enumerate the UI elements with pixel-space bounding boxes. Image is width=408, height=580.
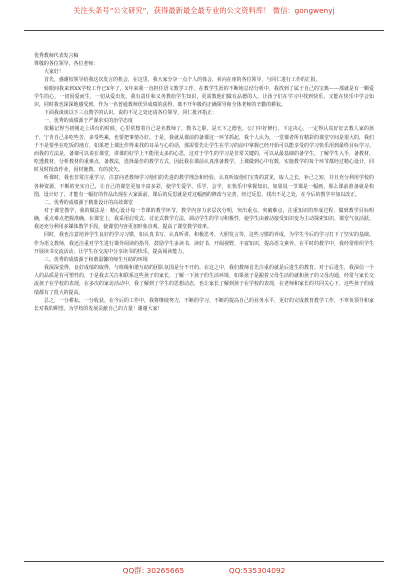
section-heading: 三、优秀的成绩源于和谐温馨的师生互助的环境: [44, 256, 148, 263]
footer-qq-group: QQ群: 30265665: [122, 566, 185, 575]
footer-qq: QQ:535304092: [228, 566, 286, 575]
salutation: 尊敬的各位领导、各位老师：: [34, 61, 99, 68]
body-paragraph: 对于课堂教学，我的做法是：精心设计每一节课的教学环节，教学内容力求层次分明，突出重点、突破难点，注重知识的形成过程，做到教学目标明确，重点难点把握准确，在课堂上，我采用启发式、讨论式教学方法，调动学生的学习积极性，使学生由被动接受知识变为主动探索知识，课堂气氛活跃。我还充分利用多媒体教学手段，使课堂内容更加形象直观，提高了课堂教学效率。: [34, 207, 374, 231]
header-banner-text: 关注头条号“公文研究”，获得最新最全最专业的公文资料库！ 微信：gongwenyj: [73, 6, 335, 15]
body-paragraph: 依稀记得当初刚走上讲台的时候，心里常想着自己是名教师了，教书之职，是天下之德也，公门中好修行，下定决心，一定得认真好好去教人家的孩子，宁肯自己多吃些苦，多受些累，也要把事情办好。于是，我就从课前的备课这一环节抓起，我个人认为，一堂课者所有精彩的课堂空间是很大的，我们千不是要坐在吃饭的地方，如果把上课比作得来找的耳朵与心的话，那需要先让学生在学习的前中掌握已经开始可以能享受的学习快乐用到最终目标学习。而我的方法是，备课可以说在课堂，讲课的好学上不能用太多的心思，这对于学生的学习是非常关键的，可以从最基础的备学生，了解学生入手，备教材，吃透教材，分析教材的重难点，备教法，选择最佳的教学方式。因此我在课前认真准备教学，上课做到心中有数，实施教学的每个环节都经过精心设计，同时及时批改作业，因材施教，有的放矢。: [34, 126, 374, 174]
body-paragraph: 总之，一分耕耘，一分收获，在今后的工作中，我将继续努力，不断的学习，不断的提高自己的业务水平，更好的完成教育教学工作，不辜负领导和家长对我的期望。为学校的发展贡献自己的力量！谢谢大家！: [34, 297, 374, 312]
greeting: 大家好！: [44, 69, 64, 76]
body-paragraph: 我深深觉得，良好成绩的取得，与班级和谐互助的团队氛围是分不开的。在这之中，我们教师首先注重的就是后进生的教育。对于后进生，我深信一个人的品质是有可塑性的，于是我去关注和联系这些孩子的家长，了解一下孩子的生活环境，如果孩子是跟着父母生活的就和孩子的父母沟通，经常与家长交流孩子在学校的表现，在多次的家访活动中，我了解到了学生的思想动态，也让家长了解到孩子在学校的表现，在老师和家长的共同关心下，这些孩子的成绩都有了很大的提高。: [34, 265, 374, 296]
document-body: [34, 52, 374, 552]
footer-contact: [0, 566, 408, 576]
header-divider: [24, 30, 384, 31]
document-title: 优秀教师代表发言稿: [34, 53, 79, 59]
section-heading: 一、优秀的成绩源于严谨求实的治学态度: [44, 118, 133, 125]
body-paragraph: 听课时，我也非常注重学习，注意向老教师学习他们的先进的教学理念和经验，认真听取他们宝贵的意见，取人之长，补己之短，并且充分利用学校的各种资源，不断的充实自己，让自己的课堂更加丰富多彩，使学生爱学、乐学、会学，在快乐中掌握知识。如果说一节课是一幅画，那么课前准备就是构图，设计好了，才能有一幅好的作品出现在大家面前，课后的反思就是对这幅画的修改与完善，经过反思，找出不足之处，在今后的教学中加以改正。: [34, 175, 374, 198]
body-paragraph: 下面我谈谈以下三点教学的认识，说的不足之处还请各位领导，同仁批评指正：: [44, 110, 217, 117]
section-heading: 二、优秀的成绩源于精准设计的高效课堂: [44, 199, 133, 206]
paragraph-list: [34, 76, 374, 313]
body-paragraph: 首先，感谢校领导给我这次发言的机会，在这里，我大家分享一点个人的体会，祈向在座的各位领导，与同仁进行工作的汇报。: [44, 77, 321, 84]
body-paragraph: 同时，我也注意培养学生良好的学习习惯，如认真书写、认真听讲、积极思考、大胆发言等，这些习惯的养成，为学生今后的学习打下了坚实的基础。作为语文教师，我还注重对学生进行课外阅读的指导，鼓励学生多读书，读好书，开阔视野，丰富知识，提高语文素养。在平时的教学中，我经常组织学生开展读书交流活动，让学生在交流中分享读书的快乐，提高阅读能力。: [34, 232, 374, 255]
header-banner: [0, 6, 408, 16]
body-paragraph: 转眼间我来到XX学校工作已X年了，X年来我一直担任语文教学工作。在教学生涯的不断地总结分析中，我找到了属于自己的宝典——那就是有一颗爱学生的心，一切因爱而生，一切从爱出发。我有责任和义务教给学生知识，更需教他们做有品德的人，让孩子们在学习中找到快乐、又能在快乐中学会知识，同时我也深深地感受到，作为一名普通教师优异成绩的获得，离不开年级的正确领导和全体老师的辛勤的耕耘。: [34, 85, 374, 108]
footer-divider: [24, 561, 384, 562]
